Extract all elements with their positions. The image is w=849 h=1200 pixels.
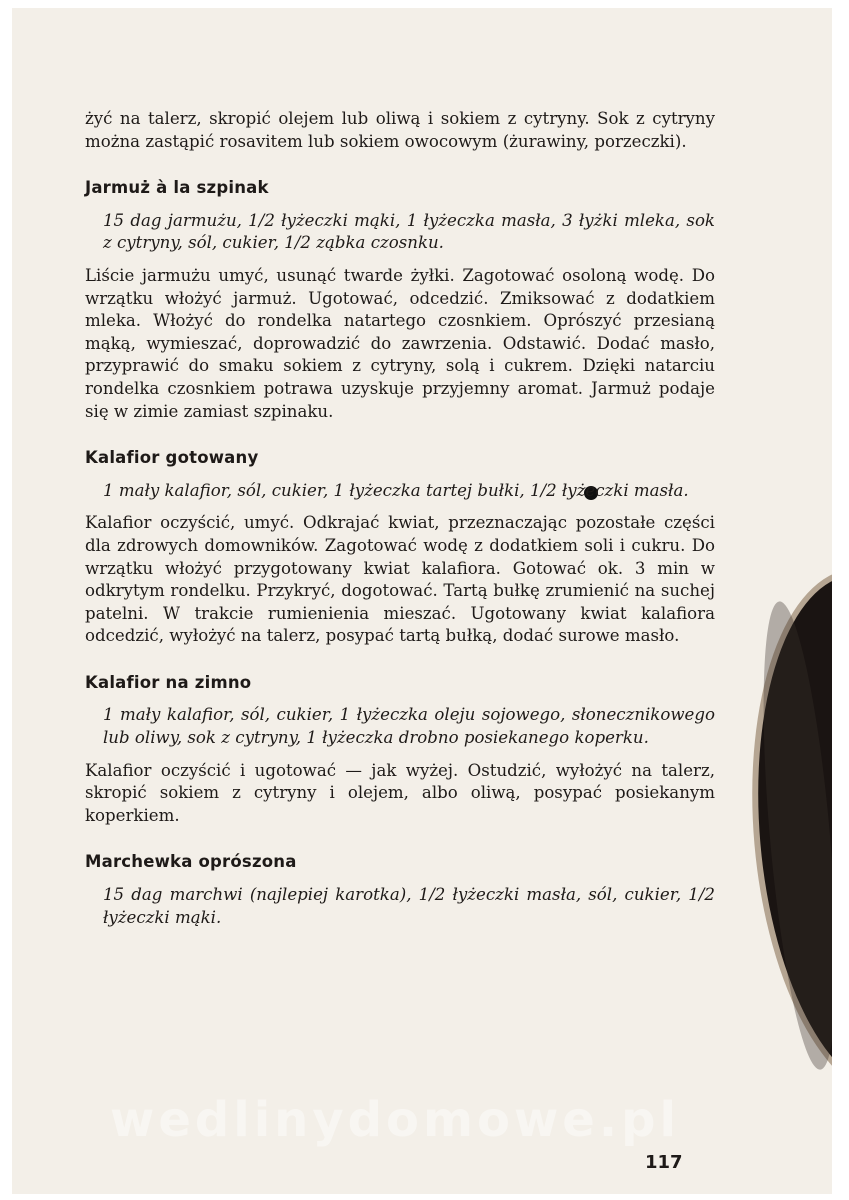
recipe-title: Marchewka oprószona	[85, 852, 297, 872]
recipe-marchewka	[85, 851, 715, 929]
recipe-title: Kalafior na zimno	[85, 672, 252, 692]
page-content	[85, 108, 715, 939]
recipe-instructions: Kalafior oczyścić i ugotować — jak wyżej. Ostudzić, wyłożyć na talerz, skropić sokiem z cytryny i olejem, albo oliwą, posypać posiekanym koperkiem.	[85, 760, 715, 825]
recipe-jarmuz	[85, 177, 715, 423]
recipe-kalafior-gotowany	[85, 447, 715, 648]
recipe-ingredients: 1 mały kalafior, sól, cukier, 1 łyżeczka tartej bułki, 1/2 łyżeczki masła.	[103, 480, 689, 500]
shadow-highlight	[749, 599, 832, 1072]
recipe-ingredients: 15 dag jarmużu, 1/2 łyżeczki mąki, 1 łyżeczka masła, 3 łyżki mleka, sok z cytryny, sól, cukier, 1/2 ząbka czosnku.	[103, 210, 715, 253]
opening-paragraph: żyć na talerz, skropić olejem lub oliwą i sokiem z cytryny. Sok z cytryny można zastąpić rosavitem lub sokiem owocowym (żurawiny, porzeczki).	[85, 109, 715, 151]
recipe-kalafior-na-zimno	[85, 672, 715, 828]
recipe-title: Kalafior gotowany	[85, 448, 259, 468]
recipe-instructions: Kalafior oczyścić, umyć. Odkrajać kwiat, przeznaczając pozostałe części dla zdrowych domowników. Zagotować wodę z dodatkiem soli i cukru. Do wrzątku włożyć przygotowany kwiat kalafiora. Gotować ok. 3 min w odkrytym rondelku. Przykryć, dogotować. Tartą bułkę zrumienić na suchej patelni. W trakcie rumienienia mieszać. Ugotowany kwiat kalafiora odcedzić, wyłożyć na talerz, posypać tartą bułką, dodać surowe masło.	[85, 513, 715, 646]
recipe-instructions: Liście jarmużu umyć, usunąć twarde żyłki. Zagotować osoloną wodę. Do wrzątku włożyć jarmuż. Ugotować, odcedzić. Zmiksować z dodatkiem mleka. Włożyć do rondelka natartego czosnkiem. Oprószyć przesianą mąką, wymieszać, doprowadzić do zawrzenia. Odstawić. Dodać masło, przyprawić do smaku sokiem z cytryny, solą i cukrem. Dzięki natarciu rondelka czosnkiem potrawa uzyskuje przyjemny aromat. Jarmuż podaje się w zimie zamiast szpinaku.	[85, 265, 715, 421]
recipe-ingredients: 15 dag marchwi (najlepiej karotka), 1/2 łyżeczki masła, sól, cukier, 1/2 łyżeczki mąki.	[103, 885, 715, 927]
dark-shadow-shape	[731, 558, 832, 1109]
page-number: 117	[645, 1152, 683, 1173]
recipe-title: Jarmuż à la szpinak	[85, 178, 269, 198]
watermark: wedlinydomowe.pl	[110, 1092, 680, 1148]
recipe-ingredients: 1 mały kalafior, sól, cukier, 1 łyżeczka oleju sojowego, słonecznikowego lub oliwy, sok z cytryny, 1 łyżeczka drobno posiekanego koperku.	[103, 705, 715, 748]
